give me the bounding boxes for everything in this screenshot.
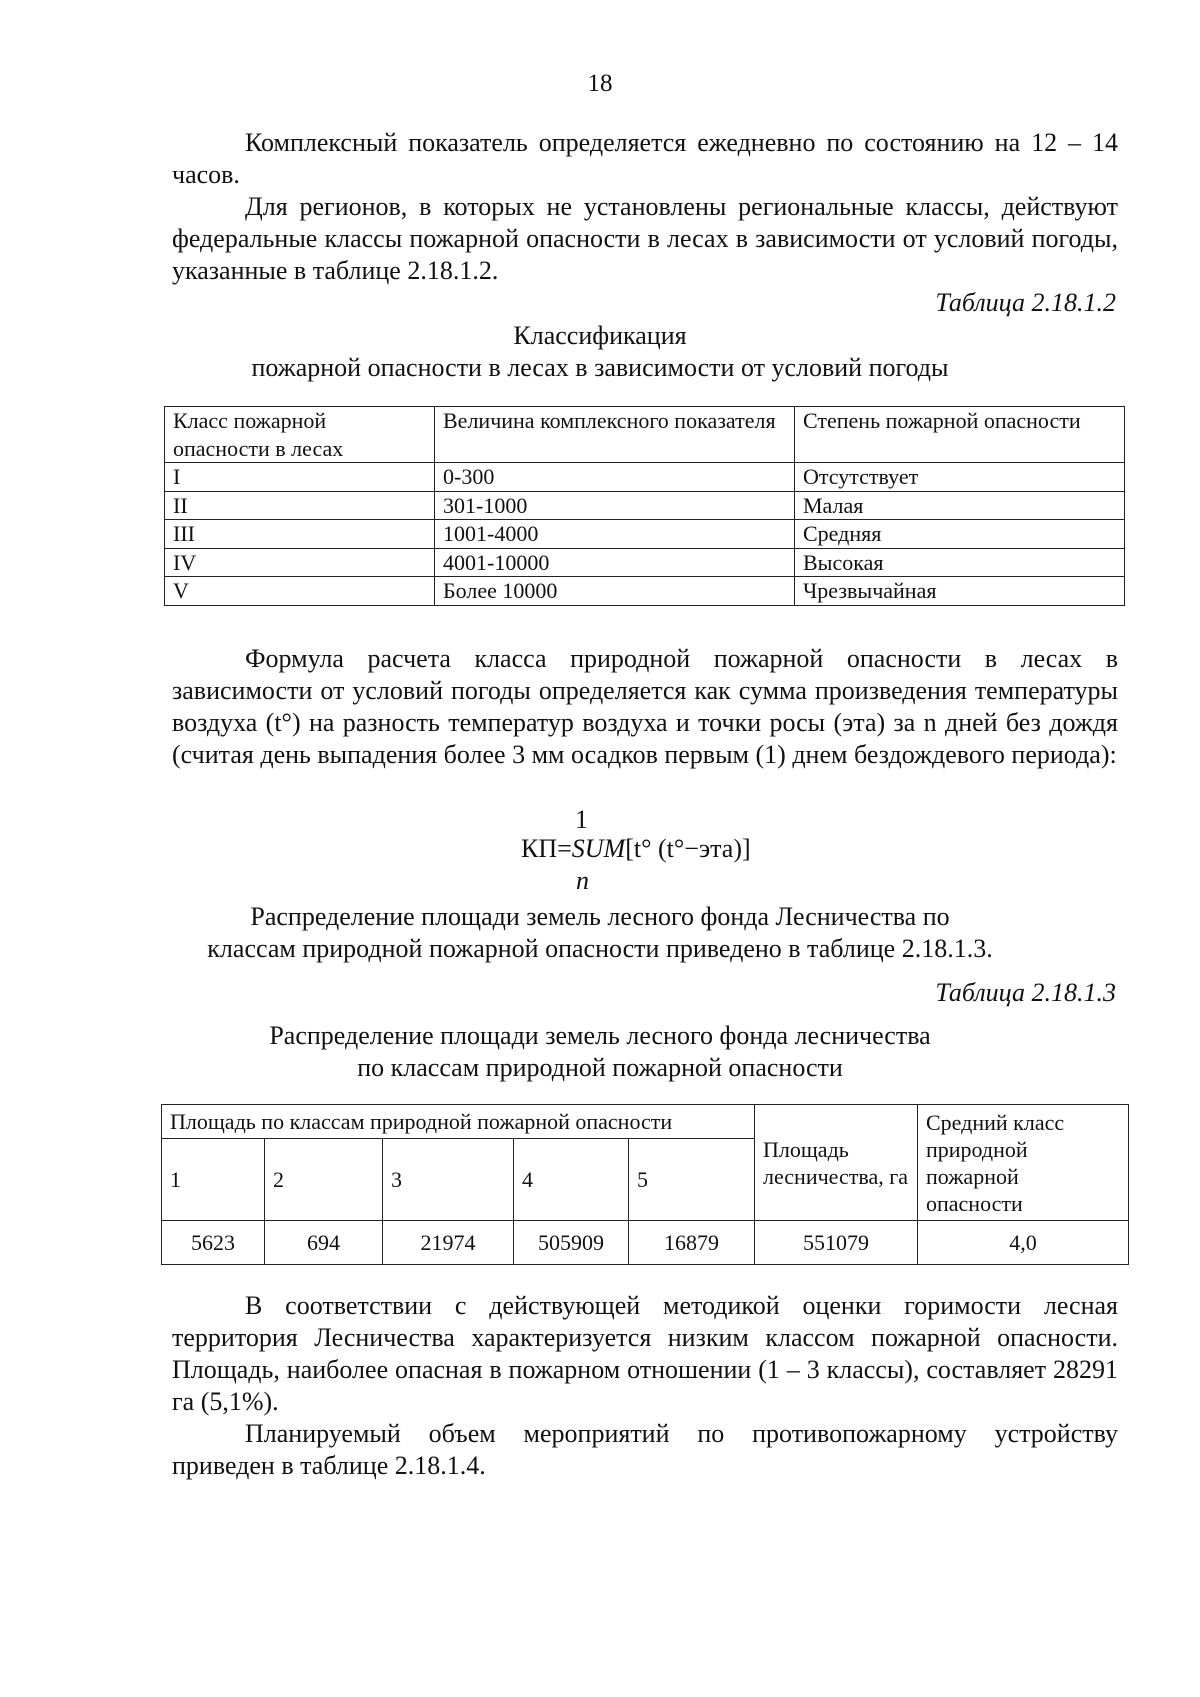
table-label: Таблица 2.18.1.3: [935, 978, 1116, 1007]
table-row: [165, 491, 1125, 520]
table-row: [165, 520, 1125, 549]
table-cell: IV: [165, 548, 435, 577]
formula-upper-limit: 1: [575, 805, 588, 834]
table-cell: 0-300: [435, 463, 795, 492]
table-cell: Средняя: [795, 520, 1125, 549]
table-header-cell: 3: [383, 1139, 514, 1221]
formula-lower-limit: n: [576, 866, 589, 895]
page-number: 18: [587, 70, 613, 97]
table-header-row: [162, 1105, 1129, 1139]
table-header-cell: Класс пожарной опасности в лесах: [165, 407, 435, 463]
formula-body: [t° (t°−эта)]: [625, 834, 751, 863]
table-cell: II: [165, 491, 435, 520]
paragraph-complex-index: Комплексный показатель определяется ежедневно по состоянию на 12 – 14 часов.: [172, 128, 1118, 189]
table-header-cell: 5: [629, 1139, 755, 1221]
table-header-cell: 4: [514, 1139, 629, 1221]
paragraph-conclusion: В соответствии с действующей методикой оценки горимости лесная территория Лесничества характеризуется низким классом пожарной опасности. Площадь, наиболее опасная в пожарном отношении (1 – 3 классы), составляет 28291 га (5,1%).: [172, 1291, 1118, 1416]
table-header-cell: 1: [162, 1139, 265, 1221]
area-distribution-table: [161, 1104, 1129, 1265]
table-row: [165, 548, 1125, 577]
table-title: Классификация: [513, 321, 687, 350]
table-row: [165, 577, 1125, 606]
formula-sum: SUM: [571, 834, 626, 863]
table-title: Распределение площади земель лесного фонда лесничества: [269, 1021, 931, 1050]
table-header-cell: Величина комплексного показателя: [435, 407, 795, 463]
table-title: по классам природной пожарной опасности: [357, 1053, 843, 1082]
formula-lhs: КП=: [521, 834, 572, 863]
paragraph-distribution: Распределение площади земель лесного фонда Лесничества по: [250, 902, 950, 931]
paragraph-federal-classes: Для регионов, в которых не установлены региональные классы, действуют федеральные классы пожарной опасности в лесах в зависимости от условий погоды, указанные в таблице 2.18.1.2.: [172, 192, 1118, 285]
table-cell: 551079: [755, 1221, 918, 1265]
table-cell: Высокая: [795, 548, 1125, 577]
table-cell: Более 10000: [435, 577, 795, 606]
paragraph-distribution: классам природной пожарной опасности приведено в таблице 2.18.1.3.: [207, 934, 993, 963]
table-cell: 4,0: [918, 1221, 1129, 1265]
table-row: [162, 1221, 1129, 1265]
table-header-cell: Площадь лесничества, га: [755, 1105, 918, 1221]
table-title: пожарной опасности в лесах в зависимости от условий погоды: [251, 353, 949, 382]
table-cell: Малая: [795, 491, 1125, 520]
paragraph-planned-measures: Планируемый объем мероприятий по противопожарному устройству приведен в таблице 2.18.1.4.: [172, 1419, 1118, 1480]
formula: [521, 834, 751, 864]
table-cell: Чрезвычайная: [795, 577, 1125, 606]
table-cell: Отсутствует: [795, 463, 1125, 492]
table-header-cell: Степень пожарной опасности: [795, 407, 1125, 463]
table-cell: V: [165, 577, 435, 606]
table-header-cell: Средний класс природной пожарной опасности: [918, 1105, 1129, 1221]
table-cell: 16879: [629, 1221, 755, 1265]
table-cell: 1001-4000: [435, 520, 795, 549]
table-cell: 694: [265, 1221, 383, 1265]
paragraph-formula-description: Формула расчета класса природной пожарной опасности в лесах в зависимости от условий погоды определяется как сумма произведения температуры воздуха (t°) на разность температур воздуха и точки росы (эта) за n дней без дождя (считая день выпадения более 3 мм осадков первым (1) днем бездождевого периода):: [172, 644, 1118, 769]
table-row: [165, 463, 1125, 492]
table-group-header: Площадь по классам природной пожарной опасности: [162, 1105, 755, 1139]
table-cell: III: [165, 520, 435, 549]
table-cell: 301-1000: [435, 491, 795, 520]
table-cell: 21974: [383, 1221, 514, 1265]
table-cell: I: [165, 463, 435, 492]
table-header-cell: 2: [265, 1139, 383, 1221]
table-cell: 505909: [514, 1221, 629, 1265]
table-header-row: [165, 407, 1125, 463]
table-label: Таблица 2.18.1.2: [935, 288, 1116, 317]
fire-danger-classification-table: [164, 406, 1125, 606]
table-cell: 4001-10000: [435, 548, 795, 577]
table-cell: 5623: [162, 1221, 265, 1265]
